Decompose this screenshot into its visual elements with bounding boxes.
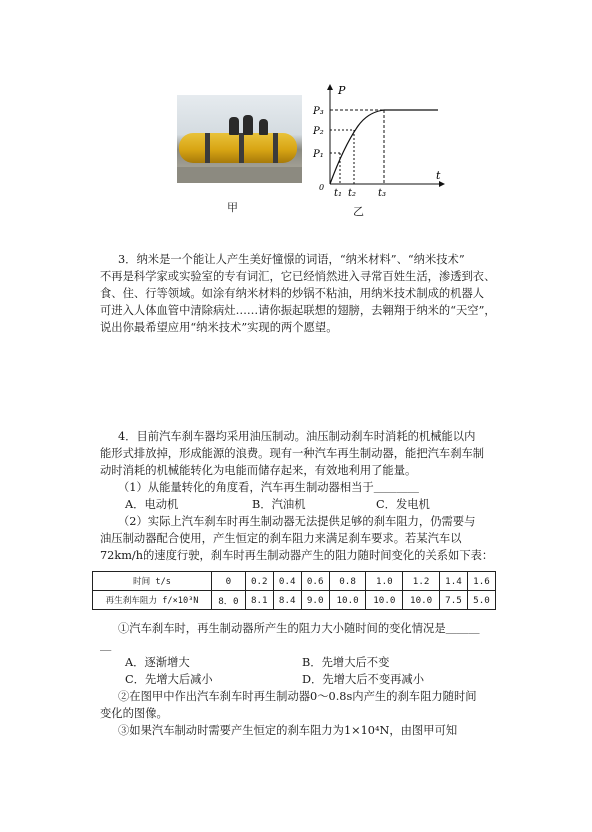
table-cell: 10.0 [329, 591, 366, 610]
table-cell: 9.0 [301, 591, 329, 610]
table-row [93, 572, 496, 591]
table-cell: 0 [212, 572, 246, 591]
table-cell: 0.2 [245, 572, 273, 591]
table-cell: 8．0 [212, 591, 246, 610]
table-header-time: 时间 t/s [93, 572, 212, 591]
t1-tick: t₁ [334, 188, 343, 199]
q4-question-b-line-2: 变化的图像。 [100, 707, 168, 720]
q4-sub2-line-2: 油压制动器配合使用，产生恒定的刹车阻力来满足刹车要求。若某汽车以 [100, 532, 462, 545]
table-cell: 0.4 [273, 572, 301, 591]
table-cell: 8.1 [245, 591, 273, 610]
q4-question-a-blank: ＿ [100, 639, 112, 652]
origin-label: 0 [319, 183, 325, 192]
p2-tick: P₂ [313, 126, 324, 137]
q4-sub1-option-b: B．汽油机 [252, 498, 306, 511]
q4-intro-line-1: 4．目前汽车刹车器均采用油压制动。油压制动刹车时消耗的机械能以内 [118, 430, 476, 443]
q4-sub1-option-c: C．发电机 [376, 498, 430, 511]
table-cell: 10.0 [403, 591, 440, 610]
q4-qa-option-a: A．逐渐增大 [125, 656, 190, 669]
y-axis-label: P [338, 84, 346, 97]
table-cell: 8.4 [273, 591, 301, 610]
table-row [93, 591, 496, 610]
graph-label: 乙 [353, 205, 364, 218]
power-time-graph [300, 82, 450, 200]
q3-line-3: 食、住、行等领域。如涂有纳米材料的炒锅不粘油，用纳米技术制成的机器人 [100, 287, 485, 300]
table-cell: 0.8 [329, 572, 366, 591]
table-cell: 1.6 [467, 572, 495, 591]
p1-tick: P₁ [313, 149, 324, 160]
q4-intro-line-2: 能形式排放掉，形成能源的浪费。现有一种汽车再生制动器，能把汽车刹车制 [100, 447, 485, 460]
submarine-photo [177, 95, 302, 183]
table-cell: 7.5 [439, 591, 467, 610]
q3-line-2: 不再是科学家或实验室的专有词汇，它已经悄然进入寻常百姓生活，渗透到衣、 [100, 270, 496, 283]
table-cell: 0.6 [301, 572, 329, 591]
q4-question-c: ③如果汽车制动时需要产生恒定的刹车阻力为1×10⁴N，由图甲可知 [118, 724, 458, 737]
p3-tick: P₃ [313, 106, 324, 117]
table-cell: 5.0 [467, 591, 495, 610]
q4-qa-option-c: C．先增大后减小 [125, 673, 213, 686]
table-cell: 1.4 [439, 572, 467, 591]
t2-tick: t₂ [348, 188, 357, 199]
q4-sub2-line-3: 72km/h的速度行驶，刹车时再生制动器产生的阻力随时间变化的关系如下表： [100, 549, 494, 562]
q4-intro-line-3: 动时消耗的机械能转化为电能而储存起来，有效地利用了能量。 [100, 464, 417, 477]
photo-label: 甲 [227, 201, 238, 214]
table-header-resistance: 再生刹车阻力 f/×10³N [93, 591, 212, 610]
q4-sub1: （1）从能量转化的角度看，汽车再生制动器相当于＿＿＿＿ [118, 481, 419, 494]
q3-line-4: 可进入人体血管中清除病灶……请你振起联想的翅膀，去翱翔于纳米的“天空”， [100, 304, 496, 317]
q3-line-5: 说出你最希望应用“纳米技术”实现的两个愿望。 [100, 321, 338, 334]
table-cell: 1.0 [366, 572, 403, 591]
q4-qa-option-d: D．先增大后不变再减小 [302, 673, 425, 686]
table-cell: 1.2 [403, 572, 440, 591]
q4-sub2-line-1: （2）实际上汽车刹车时再生制动器无法提供足够的刹车阻力，仍需要与 [118, 515, 476, 528]
q4-question-b-line-1: ②在图甲中作出汽车刹车时再生制动器0～0.8s内产生的刹车阻力随时间 [118, 690, 477, 703]
q4-sub1-option-a: A．电动机 [125, 498, 179, 511]
q3-line-1: 3．纳米是一个能让人产生美好憧憬的词语，“纳米材料”、“纳米技术” [118, 253, 465, 266]
table-cell: 10.0 [366, 591, 403, 610]
q4-question-a: ①汽车刹车时，再生制动器所产生的阻力大小随时间的变化情况是＿＿＿ [118, 622, 480, 635]
t3-tick: t₃ [378, 188, 387, 199]
q4-qa-option-b: B．先增大后不变 [302, 656, 390, 669]
x-axis-label: t [436, 169, 441, 182]
resistance-table [92, 571, 496, 610]
